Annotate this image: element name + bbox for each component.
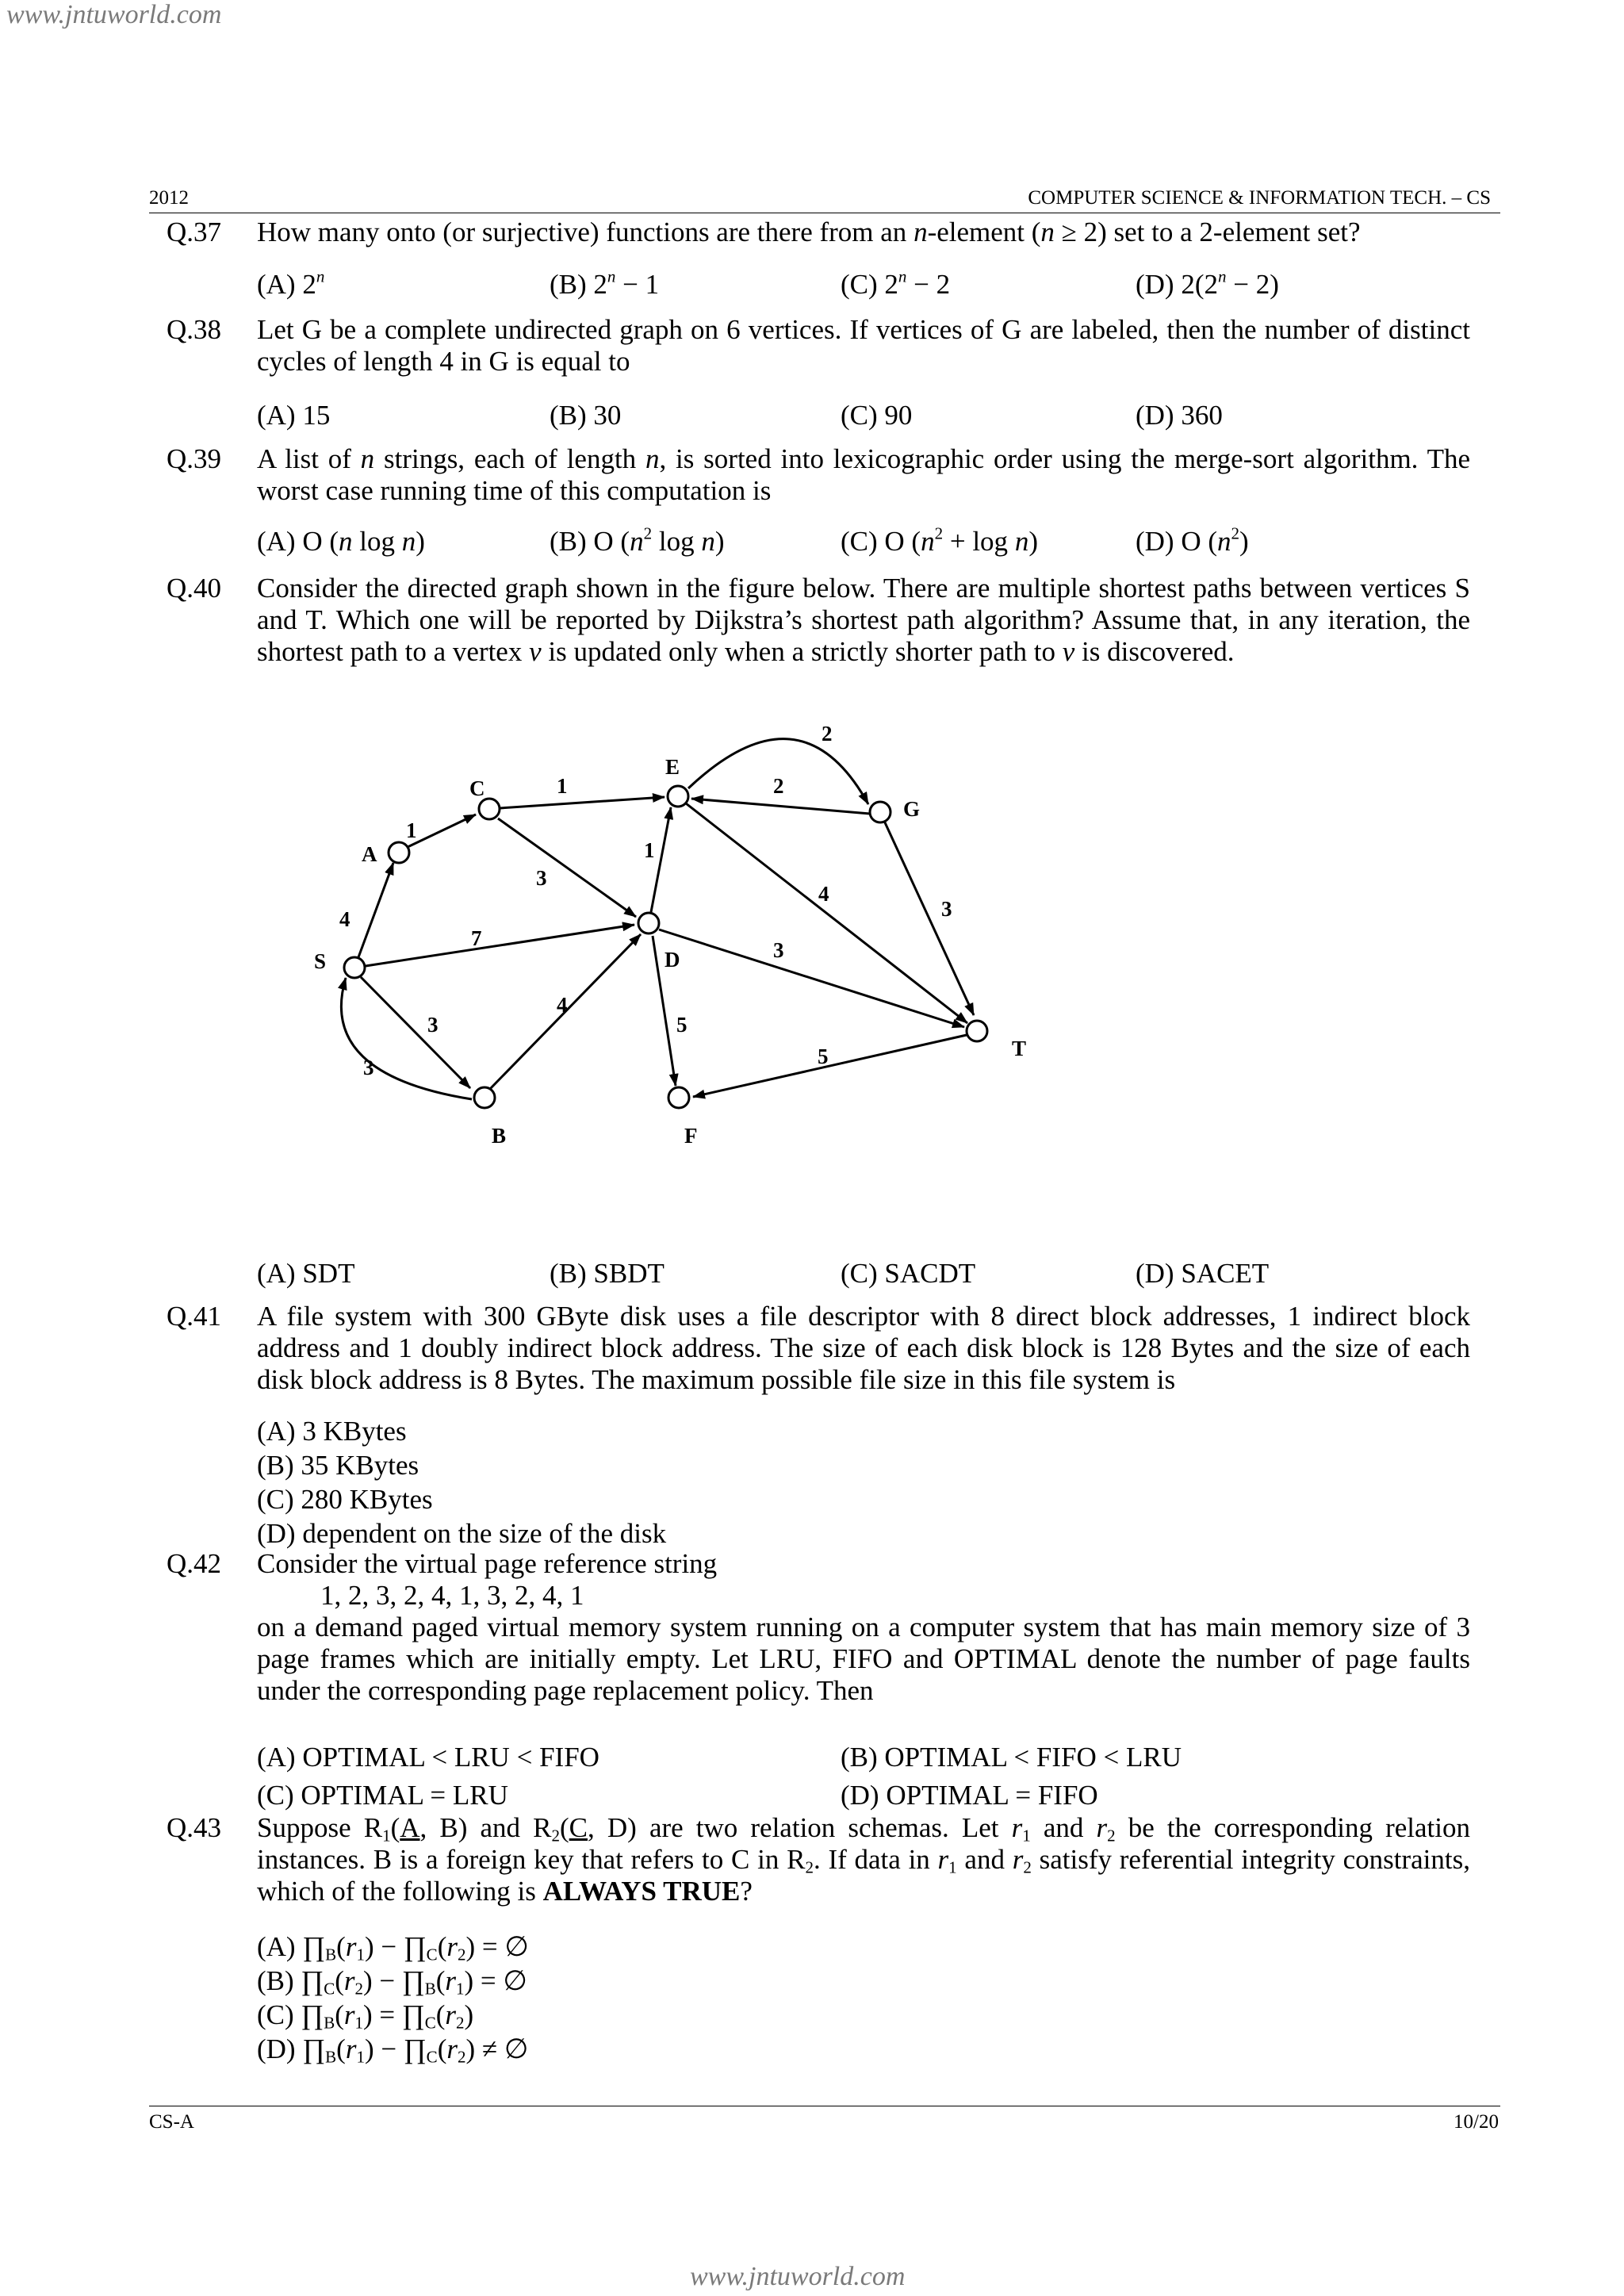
option-b: (B) $2^n - 1$	[550, 266, 660, 300]
weight-D-E: 1	[644, 838, 655, 862]
question-number: Q.43	[167, 1812, 222, 1843]
node-B	[474, 1087, 495, 1108]
node-label-S: S	[314, 949, 327, 973]
option-d: (D) $\prod_B(r_1)$ − $\prod_C(r_2)$ ≠ ∅	[257, 2033, 529, 2067]
option-a: (A) 3 KBytes	[257, 1416, 407, 1447]
node-G	[870, 802, 891, 822]
reference-string: 1, 2, 3, 2, 4, 1, 3, 2, 4, 1	[320, 1580, 584, 1611]
edge-S-A	[358, 863, 393, 957]
q40-option-d: (D) SACET	[1136, 1258, 1270, 1289]
weight-G-E: 2	[773, 774, 784, 798]
weight-S-B: 3	[427, 1013, 439, 1037]
weight-D-F: 5	[676, 1013, 688, 1037]
question-text: A list of n strings, each of length n, is sorted into lexicographic order using the merge-sort algorithm. The worst case running time of this computation is	[257, 443, 1470, 506]
weight-E-T: 4	[818, 882, 829, 906]
weight-S-D: 7	[471, 926, 482, 950]
weight-B-S: 3	[363, 1056, 374, 1079]
question-text: A file system with 300 GByte disk uses a file descriptor with 8 direct block addresses, 1 indirect block address and 1 doubly indirect block address. The size of each disk block is 128 Bytes and the size of each disk block address is 8 Bytes. The maximum possible file size in this file system is	[257, 1301, 1470, 1395]
weight-C-D: 3	[536, 866, 547, 890]
node-E	[668, 786, 688, 807]
node-label-C: C	[469, 776, 485, 800]
node-label-E: E	[665, 755, 680, 779]
footer-page-number: 10/20	[1454, 2111, 1499, 2133]
option-d: (D) O $(n^2)$	[1136, 523, 1249, 557]
edge-E-T	[686, 803, 967, 1023]
question-intro: Consider the virtual page reference string	[257, 1548, 718, 1579]
edge-C-E	[500, 797, 665, 808]
question-text: on a demand paged virtual memory system running on a computer system that has main memory size of 3 page frames which are initially empty. Let LRU, FIFO and OPTIMAL denote the number of page faults under the corresponding page replacement policy. Then	[257, 1612, 1470, 1706]
node-A	[389, 842, 409, 863]
weight-G-T: 3	[941, 897, 952, 921]
weight-S-A: 4	[339, 907, 350, 931]
option-a: (A) OPTIMAL < LRU < FIFO	[257, 1742, 599, 1773]
weight-D-T: 3	[773, 938, 784, 962]
edge-D-T	[659, 930, 964, 1027]
option-c: (C) OPTIMAL = LRU	[257, 1780, 508, 1811]
edge-G-T	[884, 821, 974, 1015]
option-c: (C) 90	[841, 400, 913, 431]
weight-C-E: 1	[557, 774, 568, 798]
node-F	[668, 1087, 689, 1108]
option-c: (C) $2^n - 2$	[841, 266, 951, 300]
question-number: Q.37	[167, 217, 222, 247]
header-subject: COMPUTER SCIENCE & INFORMATION TECH. – CS	[1028, 187, 1491, 209]
node-label-D: D	[665, 948, 680, 972]
option-d: (D) 360	[1136, 400, 1223, 431]
question-text: Let G be a complete undirected graph on 6 vertices. If vertices of G are labeled, then the number of distinct cycles of length 4 in G is equal to	[257, 314, 1470, 377]
node-label-G: G	[903, 797, 921, 821]
node-D	[638, 913, 659, 933]
node-T	[967, 1021, 987, 1041]
node-label-B: B	[492, 1124, 507, 1148]
node-label-F: F	[684, 1124, 698, 1148]
node-label-A: A	[362, 842, 377, 866]
q40-option-b: (B) SBDT	[550, 1258, 665, 1289]
question-text: Suppose $R_1(A$, B) and $R_2(C$, D) are two relation schemas. Let $r_1$ and $r_2$ be the corresponding relation instances. B is a foreign key that refers to C in $R_2$. If data in $r_1$ and $r_2$ satisfy referential integrity constraints, which of the following is ALWAYS TRUE?	[257, 1812, 1470, 1907]
option-b: (B) OPTIMAL < FIFO < LRU	[841, 1742, 1182, 1773]
option-b: (B) O ($n^2$ log n)	[550, 523, 725, 557]
option-d: (D) dependent on the size of the disk	[257, 1518, 667, 1549]
question-number: Q.40	[167, 573, 222, 604]
option-d: (D) OPTIMAL = FIFO	[841, 1780, 1098, 1811]
option-c: (C) $\prod_B(r_1)$ = $\prod_C(r_2)$	[257, 1999, 474, 2033]
header-year: 2012	[149, 187, 189, 209]
edge-S-B	[361, 977, 470, 1088]
option-a: (A) O (n log n)	[257, 526, 425, 557]
option-d: (D) $2(2^n - 2)$	[1136, 266, 1279, 300]
node-S	[344, 957, 365, 978]
question-number: Q.42	[167, 1548, 222, 1579]
option-a: (A) 2$^n$	[257, 266, 325, 300]
edge-C-D	[498, 818, 636, 917]
option-a: (A) 15	[257, 400, 331, 431]
weight-E-G: 2	[822, 722, 833, 746]
question-number: Q.41	[167, 1301, 222, 1332]
node-label-T: T	[1012, 1037, 1027, 1060]
q40-option-c: (C) SACDT	[841, 1258, 976, 1289]
option-b: (B) 30	[550, 400, 622, 431]
edge-G-E	[691, 799, 870, 814]
edge-S-D	[366, 925, 634, 966]
question-number: Q.38	[167, 314, 222, 345]
option-c: (C) 280 KBytes	[257, 1484, 433, 1515]
edge-T-F	[693, 1035, 967, 1097]
edge-B-S	[341, 978, 472, 1099]
question-text: Consider the directed graph shown in the figure below. There are multiple shortest paths between vertices S and T. Which one will be reported by Dijkstra’s shortest path algorithm? Assume that, in any iteration, the shortest path to a vertex v is updated only when a strictly shorter path to v is discovered.	[257, 573, 1470, 667]
watermark-bottom: www.jntuworld.com	[690, 2262, 906, 2291]
question-number: Q.39	[167, 443, 222, 474]
option-c: (C) O $(n^2 + \log n)$	[841, 523, 1038, 557]
weight-A-C: 1	[406, 818, 417, 842]
option-b: (B) $\prod_C(r_2)$ − $\prod_B(r_1)$ = ∅	[257, 1965, 527, 1999]
question-text: How many onto (or surjective) functions are there from an n-element (n ≥ 2) set to a 2-element set?	[257, 217, 1361, 247]
option-b: (B) 35 KBytes	[257, 1450, 419, 1481]
watermark-top: www.jntuworld.com	[6, 0, 222, 29]
option-a: (A) $\prod_B(r_1)$ − $\prod_C(r_2)$ = ∅	[257, 1931, 529, 1964]
footer-code: CS-A	[149, 2111, 194, 2133]
q40-option-a: (A) SDT	[257, 1258, 355, 1289]
weight-B-D: 4	[557, 993, 568, 1017]
node-C	[479, 799, 500, 819]
edge-A-C	[408, 815, 476, 847]
weight-T-F: 5	[818, 1045, 829, 1068]
